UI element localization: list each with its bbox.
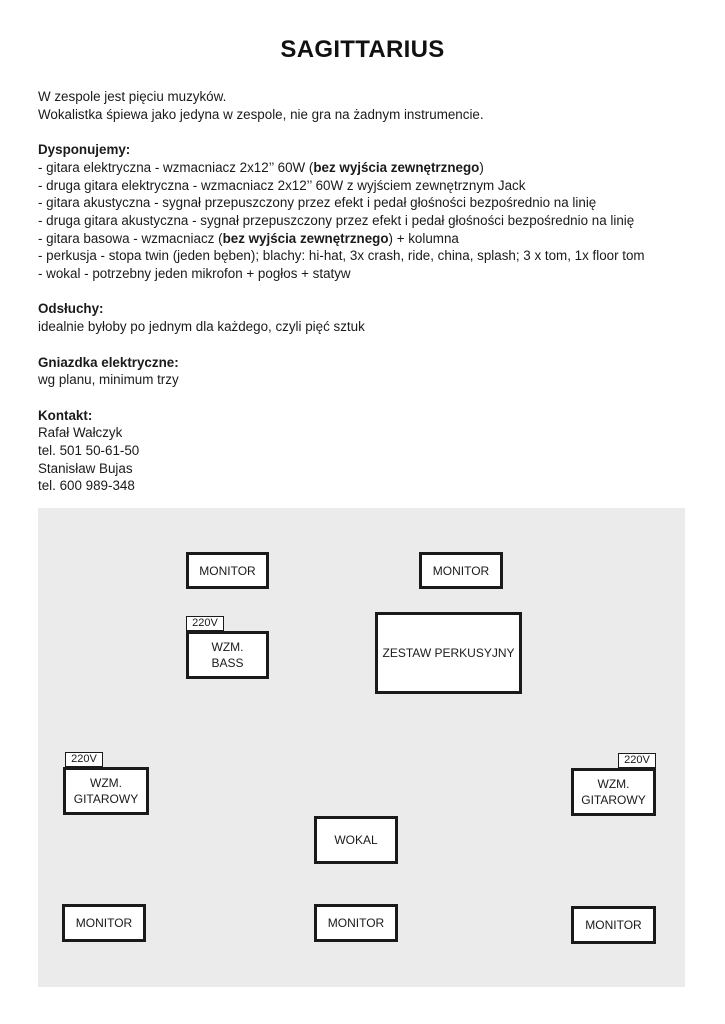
equipment-item: - gitara akustyczna - sygnał przepuszczony przez efekt i pedał głośności bezpośrednio na linię — [38, 195, 597, 211]
guitar-amp-left: WZM. GITAROWY — [63, 767, 149, 815]
vocal-position: WOKAL — [314, 816, 398, 864]
bass-amp: WZM. BASS — [186, 631, 269, 679]
equipment-item: - gitara elektryczna - wzmacniacz 2x12’’ 60W (bez wyjścia zewnętrznego) — [38, 159, 484, 175]
intro-line: Wokalistka śpiewa jako jedyna w zespole, nie gra na żadnym instrumencie. — [38, 106, 484, 122]
contact-name: Stanisław Bujas — [38, 460, 133, 476]
equipment-item: - wokal - potrzebny jeden mikrofon + pogłos + statyw — [38, 266, 351, 282]
contact-phone: tel. 600 989-348 — [38, 478, 135, 494]
monitor-top-right: MONITOR — [419, 552, 503, 589]
sockets-text: wg planu, minimum trzy — [38, 372, 179, 388]
rider-text — [38, 88, 698, 495]
monitors-text: idealnie byłoby po jednym dla każdego, czyli pięć sztuk — [38, 319, 365, 335]
guitar-right-power-socket: 220V — [618, 753, 656, 768]
stage-plan — [38, 508, 685, 987]
equipment-item: - perkusja - stopa twin (jeden bęben); blachy: hi-hat, 3x crash, ride, china, splash; 3 x tom, 1x floor tom — [38, 248, 645, 264]
equipment-item: - druga gitara akustyczna - sygnał przepuszczony przez efekt i pedał głośności bezpośrednio na linię — [38, 212, 635, 228]
drum-kit: ZESTAW PERKUSYJNY — [375, 612, 522, 694]
monitor-bottom-left: MONITOR — [62, 904, 146, 942]
page-title: SAGITTARIUS — [280, 36, 445, 63]
equipment-item: - druga gitara elektryczna - wzmacniacz 2x12’’ 60W z wyjściem zewnętrznym Jack — [38, 177, 526, 193]
sockets-heading: Gniazdka elektryczne: — [38, 354, 179, 370]
bass-power-socket: 220V — [186, 616, 224, 631]
monitor-bottom-center: MONITOR — [314, 904, 398, 942]
monitors-heading: Odsłuchy: — [38, 301, 104, 317]
guitar-left-power-socket: 220V — [65, 752, 103, 767]
intro-line: W zespole jest pięciu muzyków. — [38, 89, 227, 104]
contact-heading: Kontakt: — [38, 407, 93, 423]
guitar-amp-right: WZM. GITAROWY — [571, 768, 656, 816]
equipment-heading: Dysponujemy: — [38, 142, 131, 158]
monitor-bottom-right: MONITOR — [571, 906, 656, 944]
equipment-item: - gitara basowa - wzmacniacz (bez wyjścia zewnętrznego) + kolumna — [38, 230, 459, 246]
contact-phone: tel. 501 50-61-50 — [38, 443, 140, 458]
contact-name: Rafał Wałczyk — [38, 425, 123, 441]
monitor-top-left: MONITOR — [186, 552, 269, 589]
